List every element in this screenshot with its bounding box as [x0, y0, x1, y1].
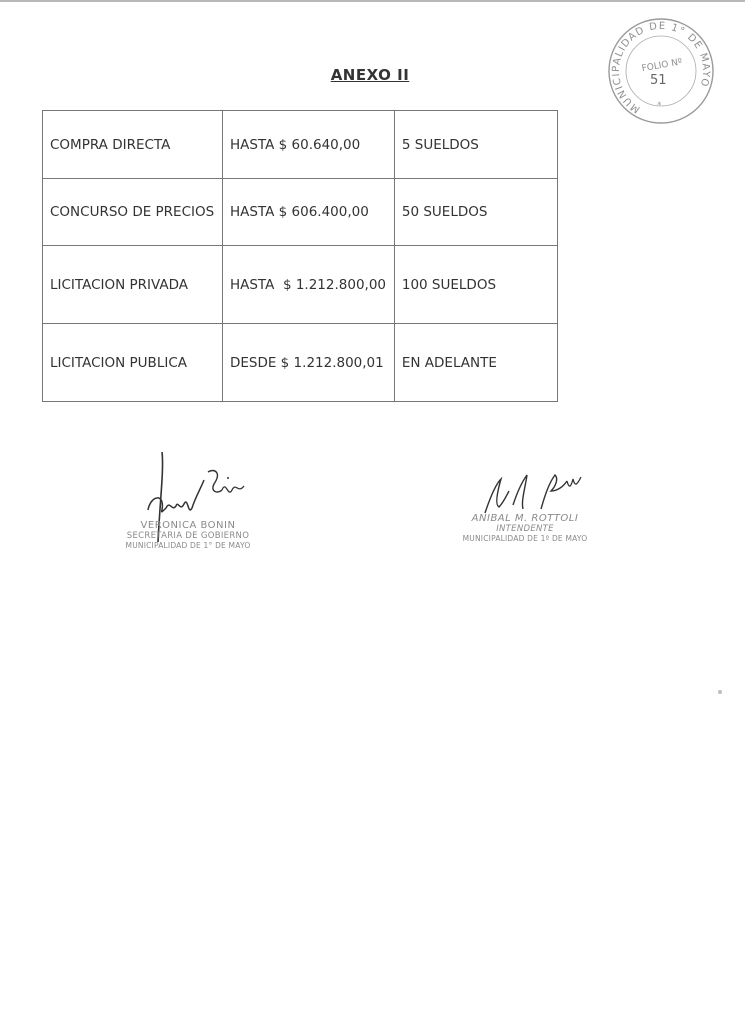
signer-role-left: SECRETARIA DE GOBIERNO — [126, 531, 250, 541]
signer-entity-right: MUNICIPALIDAD DE 1º DE MAYO — [462, 534, 588, 543]
amount-cell: DESDE $ 1.212.800,01 — [222, 324, 394, 402]
table-row — [43, 111, 558, 179]
signer-entity-left: MUNICIPALIDAD DE 1° DE MAYO — [125, 541, 251, 550]
stamp-folio-number: 51 — [650, 73, 667, 88]
procedure-cell: COMPRA DIRECTA — [43, 111, 223, 179]
table-row — [43, 246, 558, 324]
procedure-cell: CONCURSO DE PRECIOS — [43, 179, 223, 246]
salaries-cell: 100 SUELDOS — [394, 246, 557, 324]
signature-block-secretary — [118, 450, 258, 550]
document-title: ANEXO II — [330, 66, 410, 84]
svg-text:*: * — [657, 101, 662, 111]
table-row — [43, 324, 558, 402]
stamp-folio-label: FOLIO Nº — [641, 57, 684, 75]
amount-cell: HASTA $ 606.400,00 — [222, 179, 394, 246]
stamp-ring-text: MUNICIPALIDAD DE 1° DE MAYO — [610, 20, 712, 115]
table-row — [43, 179, 558, 246]
amount-cell: HASTA $ 1.212.800,00 — [222, 246, 394, 324]
municipal-folio-stamp — [602, 18, 720, 132]
salaries-cell: EN ADELANTE — [394, 324, 557, 402]
amount-cell: HASTA $ 60.640,00 — [222, 111, 394, 179]
procurement-threshold-table — [42, 110, 558, 402]
salaries-cell: 5 SUELDOS — [394, 111, 557, 179]
signature-block-mayor — [455, 465, 595, 543]
signer-role-right: INTENDENTE — [496, 524, 554, 534]
signer-name-right: ANIBAL M. ROTTOLI — [471, 513, 579, 524]
procedure-cell: LICITACION PRIVADA — [43, 246, 223, 324]
salaries-cell: 50 SUELDOS — [394, 179, 557, 246]
signer-name-left: VERONICA BONIN — [140, 520, 236, 531]
procedure-cell: LICITACION PUBLICA — [43, 324, 223, 402]
page-top-edge — [0, 0, 745, 2]
scan-speck — [718, 690, 722, 694]
